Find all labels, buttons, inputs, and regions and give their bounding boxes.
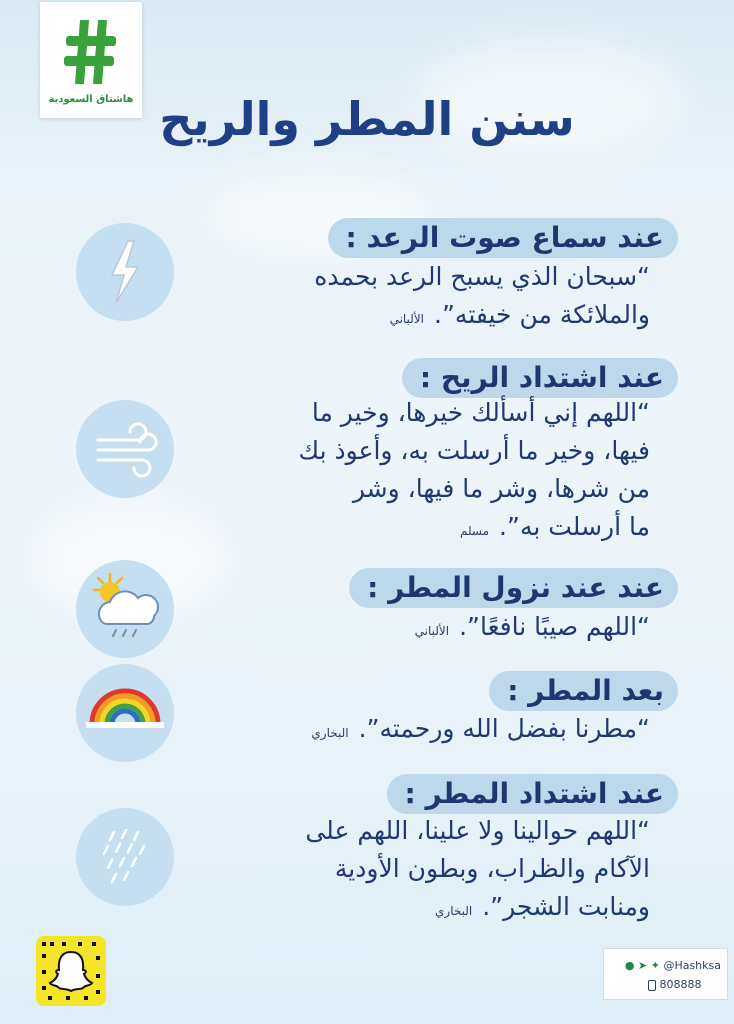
wind-icon (76, 400, 174, 498)
source: البخاري (435, 904, 473, 918)
text-line-with-source (250, 296, 650, 338)
source: مسلم (459, 524, 490, 538)
text-line: ما أرسلت به”. (499, 512, 650, 541)
text-line: “اللهم إني أسألك خيرها، وخير ما (311, 398, 650, 427)
source: الألباني (389, 312, 425, 326)
text-line: الآكام والظراب، وبطون الأودية (334, 854, 650, 883)
section-text (250, 608, 650, 650)
text-line: “مطرنا بفضل الله ورحمته”. (358, 714, 650, 743)
whatsapp-icon[interactable]: ● (624, 959, 635, 972)
telegram-icon[interactable]: ➤ (638, 959, 648, 972)
heavy-rain-icon (76, 808, 174, 906)
text-line: من شرها، وشر ما فيها، وشر (352, 474, 650, 503)
section-heading: بعد المطر : (489, 671, 678, 711)
page-title: سنن المطر والريح (159, 92, 575, 146)
text-line: فيها، وخير ما أرسلت به، وأعوذ بك (298, 436, 650, 465)
social-handle[interactable]: @Hashksa (663, 959, 721, 972)
text-line: “اللهم صيبًا نافعًا”. (459, 612, 650, 641)
text-line-with-source (250, 710, 650, 752)
logo-caption: هاشتاق السعودية (48, 94, 134, 105)
social-number-row (648, 978, 702, 991)
lightning-icon (76, 223, 174, 321)
social-number[interactable]: 808888 (659, 978, 702, 991)
text-line-with-source (250, 508, 650, 550)
text-line-with-source (250, 608, 650, 650)
social-box (603, 948, 728, 1000)
section-text (250, 394, 650, 550)
snapchat-ghost-icon[interactable] (36, 936, 106, 1006)
text-line: “اللهم حوالينا ولا علينا، اللهم على (305, 816, 650, 845)
rainbow-icon (76, 664, 174, 762)
sun-cloud-rain-icon (76, 560, 174, 658)
social-handle-row (625, 959, 721, 972)
section-heading: عند اشتداد المطر : (387, 774, 678, 814)
text-line: ومنابت الشجر”. (482, 892, 650, 921)
section-text (250, 258, 650, 338)
text-line: “سبحان الذي يسبح الرعد بحمده (314, 262, 650, 291)
source: البخاري (311, 726, 349, 740)
section-heading: عند اشتداد الريح : (402, 358, 678, 398)
hashtag-icon (62, 16, 120, 88)
twitter-icon[interactable]: ✦ (650, 959, 660, 972)
source: الألباني (414, 624, 450, 638)
section-text (250, 710, 650, 752)
section-heading: عند عند نزول المطر : (349, 568, 678, 608)
text-line: والملائكة من خيفته”. (434, 300, 650, 329)
phone-icon (648, 980, 656, 991)
text-line-with-source (250, 888, 650, 930)
section-heading: عند سماع صوت الرعد : (328, 218, 678, 258)
section-text (250, 812, 650, 930)
